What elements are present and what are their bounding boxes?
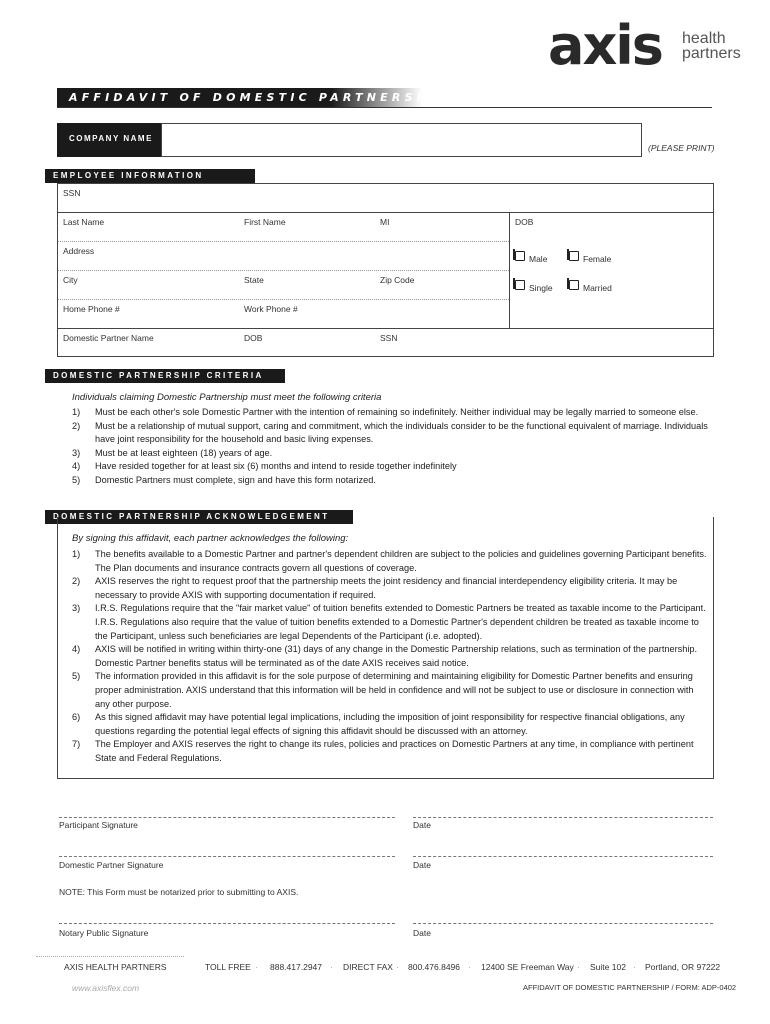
criteria-item-number: 4): [72, 461, 81, 472]
acknowledgement-item-text: As this signed affidavit may have potential legal implications, including the imposition of joint responsibility for respective financial obligations, any questions regarding the potential legal effects of signing this affidavit should be discussed with an attorney.: [95, 712, 685, 736]
acknowledgement-item-text: The Employer and AXIS reserves the right to change its rules, policies and practices on Domestic Partners at any time, in compliance with pertinent State and Federal Regulations.: [95, 739, 694, 763]
acknowledgement-header-text: DOMESTIC PARTNERSHIP ACKNOWLEDGEMENT: [53, 512, 330, 521]
title-rule: [57, 107, 712, 108]
logo-wordmark: axis: [548, 14, 662, 77]
first-name-field[interactable]: First Name: [244, 217, 286, 227]
page-title: AFFIDAVIT OF DOMESTIC PARTNERSHIP: [69, 91, 451, 104]
criteria-header: [45, 369, 285, 383]
male-label: Male: [529, 254, 548, 264]
acknowledgement-item-number: 3): [72, 603, 81, 614]
title-bar: [57, 88, 451, 108]
state-field[interactable]: State: [244, 275, 264, 285]
emp-rule-4: [58, 299, 509, 300]
participant-date-line[interactable]: [413, 817, 713, 818]
work-phone-field[interactable]: Work Phone #: [244, 304, 298, 314]
partner-signature-label: Domestic Partner Signature: [59, 860, 164, 870]
acknowledgement-item-number: 1): [72, 549, 81, 559]
married-label: Married: [583, 283, 612, 293]
footer-sep-6: ·: [633, 962, 636, 972]
acknowledgement-item-number: 5): [72, 671, 81, 682]
partner-date-line[interactable]: [413, 856, 713, 857]
last-name-field[interactable]: Last Name: [63, 217, 105, 227]
acknowledgement-item-text: I.R.S. Regulations require that the "fair market value" of tuition benefits extended to Domestic Partners be treated as taxable income to the Participant. I.R.S. Regulations also require that the value of tuition benefits extended to a Domestic Partner's dependent children be treated as taxable income to the Participant, unless such beneficiaries are legal Dependents of the Participant (i.e. adopted).: [95, 603, 706, 641]
criteria-list: [72, 406, 708, 488]
footer-dotted-rule: [36, 956, 184, 957]
logo-partners: partners: [682, 45, 741, 62]
acknowledgement-item-number: 6): [72, 712, 81, 723]
ssn-field[interactable]: SSN: [63, 188, 81, 198]
footer-form-id: AFFIDAVIT OF DOMESTIC PARTNERSHIP / FORM: ADP-0402: [523, 983, 737, 992]
criteria-item-number: 3): [72, 447, 81, 458]
acknowledgement-item-text: AXIS reserves the right to request proof that the partnership meets the joint residency and financial interdependency eligibility criteria. It may be necessary to provide AXIS with supporting documentation if required.: [95, 576, 678, 600]
mi-field[interactable]: MI: [380, 217, 390, 227]
footer-company: AXIS HEALTH PARTNERS: [64, 962, 167, 972]
footer-suite: Suite 102: [590, 962, 626, 972]
female-label: Female: [583, 254, 612, 264]
partner-date-label: Date: [413, 860, 431, 870]
notary-signature-label: Notary Public Signature: [59, 928, 149, 938]
footer-sep-2: ·: [330, 962, 333, 972]
footer-address: 12400 SE Freeman Way: [481, 962, 574, 972]
employee-info-header-text: EMPLOYEE INFORMATION: [53, 171, 204, 180]
acknowledgement-list: [72, 548, 708, 766]
acknowledgement-item: [72, 643, 708, 670]
company-name-field[interactable]: [161, 123, 642, 157]
participant-signature-label: Participant Signature: [59, 820, 138, 830]
please-print-note: (PLEASE PRINT): [648, 143, 715, 153]
notary-signature-line[interactable]: [59, 923, 395, 924]
criteria-item-number: 2): [72, 420, 81, 431]
partner-name-field[interactable]: Domestic Partner Name: [63, 333, 154, 343]
footer-direct-fax-label: DIRECT FAX: [343, 962, 393, 972]
footer-sep-1: ·: [255, 962, 258, 972]
criteria-item-text: Have resided together for at least six (6) months and intend to reside together indefinitely: [95, 461, 457, 472]
single-checkbox[interactable]: [515, 280, 525, 290]
married-checkbox[interactable]: [569, 280, 579, 290]
acknowledgement-item: [72, 548, 708, 575]
axis-logo: [548, 14, 748, 77]
zip-field[interactable]: Zip Code: [380, 275, 415, 285]
notary-date-label: Date: [413, 928, 431, 938]
criteria-item: [72, 420, 708, 447]
footer-toll-free-label: TOLL FREE: [205, 962, 251, 972]
footer-sep-4: ·: [468, 962, 471, 972]
criteria-item-number: 1): [72, 407, 81, 417]
address-field[interactable]: Address: [63, 246, 95, 256]
participant-signature-line[interactable]: [59, 817, 395, 818]
criteria-item-text: Must be at least eighteen (18) years of age.: [95, 447, 273, 458]
company-name-label: COMPANY NAME: [69, 134, 153, 143]
logo-health: health: [682, 30, 726, 47]
male-checkbox[interactable]: [515, 251, 525, 261]
footer-website-link[interactable]: www.axisflex.com: [72, 983, 140, 993]
employee-info-box: [57, 183, 714, 357]
footer-toll-free: 888.417.2947: [270, 962, 322, 972]
acknowledgement-item-text: The information provided in this affidavit is for the sole purpose of determining and maintaining eligibility for Domestic Partner benefits and ensuring proper administration. AXIS understand that this information will be held in confidence and will not be subject to use or disclosure in connection with any other purpose.: [95, 671, 694, 709]
acknowledgement-item-text: The benefits available to a Domestic Partner and partner's dependent children are subject to the policies and guidelines governing Participant benefits. The Plan documents and insurance contracts govern all questions of coverage.: [95, 549, 707, 573]
partner-ssn-field[interactable]: SSN: [380, 333, 398, 343]
acknowledgement-item-text: AXIS will be notified in writing within thirty-one (31) days of any change in the Domestic Partnership relations, such as termination of the partnership. Domestic Partner benefits status will be terminated as of the date AXIS receives said notice.: [95, 644, 698, 668]
acknowledgement-item: [72, 602, 708, 643]
emp-rule-3: [58, 270, 509, 271]
acknowledgement-item: [72, 670, 708, 711]
notarize-note: NOTE: This Form must be notarized prior to submitting to AXIS.: [59, 887, 299, 897]
criteria-item-text: Must be each other's sole Domestic Partner with the intention of remaining so indefinitely. Neither individual may be legally married to someone else.: [95, 407, 699, 417]
acknowledgement-item: [72, 575, 708, 602]
home-phone-field[interactable]: Home Phone #: [63, 304, 120, 314]
female-checkbox[interactable]: [569, 251, 579, 261]
emp-rule-2: [58, 241, 509, 242]
acknowledgement-item-number: 7): [72, 739, 81, 750]
employee-info-header: [45, 169, 255, 183]
partner-dob-field[interactable]: DOB: [244, 333, 263, 343]
criteria-item: [72, 460, 708, 474]
criteria-item-text: Must be a relationship of mutual support, caring and commitment, which the individuals consider to be the functional equivalent of marriage. Individuals have joint responsibility for the household and basic living expenses.: [95, 420, 708, 445]
notary-date-line[interactable]: [413, 923, 713, 924]
criteria-item-text: Domestic Partners must complete, sign and have this form notarized.: [95, 474, 376, 485]
criteria-header-text: DOMESTIC PARTNERSHIP CRITERIA: [53, 371, 264, 380]
city-field[interactable]: City: [63, 275, 78, 285]
single-label: Single: [529, 283, 553, 293]
footer-sep-3: ·: [396, 962, 399, 972]
acknowledgement-intro: By signing this affidavit, each partner acknowledges the following:: [72, 533, 349, 544]
acknowledgement-item: [72, 711, 708, 738]
partner-signature-line[interactable]: [59, 856, 395, 857]
participant-date-label: Date: [413, 820, 431, 830]
criteria-item: [72, 447, 708, 461]
acknowledgement-item-number: 4): [72, 644, 81, 655]
dob-field[interactable]: DOB: [515, 217, 534, 227]
criteria-item: [72, 406, 708, 420]
criteria-item-number: 5): [72, 474, 81, 485]
criteria-item: [72, 474, 708, 488]
footer-sep-5: ·: [577, 962, 580, 972]
footer-city: Portland, OR 97222: [645, 962, 721, 972]
criteria-intro: Individuals claiming Domestic Partnership must meet the following criteria: [72, 392, 382, 403]
acknowledgement-item: [72, 738, 708, 765]
footer-direct-fax: 800.476.8496: [408, 962, 460, 972]
company-name-label-box: [57, 123, 161, 157]
emp-divider: [509, 212, 510, 328]
emp-rule-5: [58, 328, 713, 329]
emp-rule-1: [58, 212, 713, 213]
acknowledgement-item-number: 2): [72, 576, 81, 587]
